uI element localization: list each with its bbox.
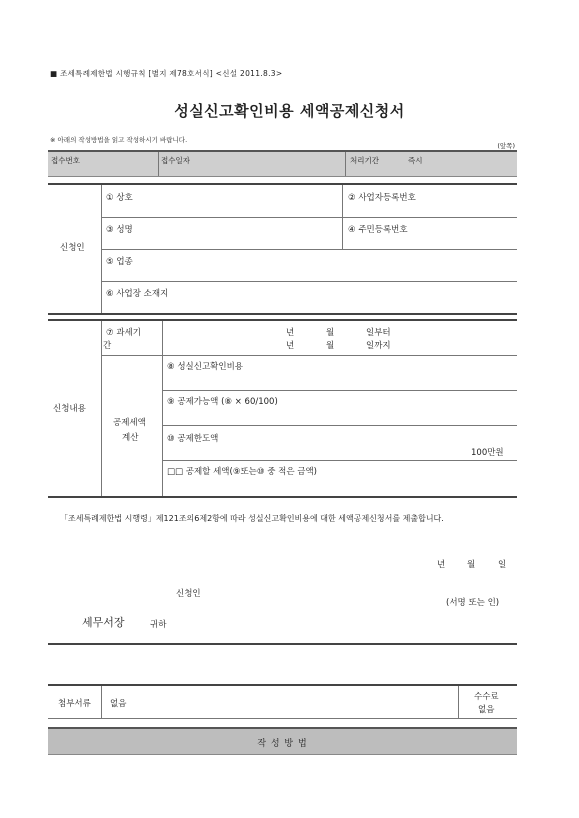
fee-value: 없음 [478,705,495,715]
period-to-month[interactable]: 월 [326,341,335,351]
section-border [48,684,517,686]
credit-amount-field[interactable]: □□ 공제할 세액(⑨또는⑩ 중 적은 금액) [167,467,317,477]
statement-text: 「조세특례제한법 시행령」제121조의6제2항에 따라 성실신고확인비용에 대한 세액공제신청서를 제출합니다. [60,514,444,523]
instructions-title: 작 성 방 법 [257,739,308,749]
receipt-number-label: 접수번호 [51,156,80,165]
period-from-year[interactable]: 년 [286,328,295,338]
fee-label: 수수료 [474,692,499,702]
tax-period-label: ⑦ 과세기 [106,328,141,338]
period-to-day[interactable]: 일까지 [366,341,391,351]
business-registration-field[interactable]: ② 사업자등록번호 [348,193,416,203]
divider [48,718,517,719]
divider [101,355,517,356]
processing-period-label: 처리기간 [350,156,379,165]
content-section-label: 신청내용 [53,404,86,414]
date-month[interactable]: 월 [467,560,476,570]
credit-calc-label: 공제세액 [113,418,146,428]
divider [162,321,163,496]
applicant-name-field[interactable]: ③ 성명 [106,225,133,235]
divider [158,152,159,176]
receipt-bar [48,150,517,177]
divider [101,686,102,718]
signature-field[interactable]: (서명 또는 인) [446,598,500,608]
divider [162,460,517,461]
divider [101,321,102,496]
attachments-value: 없음 [110,699,127,709]
date-year[interactable]: 년 [437,560,446,570]
resident-number-field[interactable]: ④ 주민등록번호 [348,225,408,235]
date-day[interactable]: 일 [498,560,507,570]
instruction-note: ※ 아래의 작성방법을 읽고 작성하시기 바랍니다. [50,136,188,144]
tax-office-label: 세무서장 [82,616,125,629]
credit-calc-label-cont: 계산 [122,433,139,443]
page-title: 성실신고확인비용 세액공제신청서 [174,102,405,120]
business-address-field[interactable]: ⑥ 사업장 소재지 [106,289,169,299]
divider [162,425,517,426]
deduction-limit-field[interactable]: ⑩ 공제한도액 [167,434,219,444]
signature-applicant-label: 신청인 [176,589,201,599]
attachments-label: 첨부서류 [58,699,91,709]
period-from-day[interactable]: 일부터 [366,328,391,338]
divider [101,281,517,282]
section-border [48,643,517,645]
divider [345,152,346,176]
form-header-note: ■ 조세특례제한법 시행규칙 [별지 제78호서식] <신설 2011.8.3> [50,69,283,78]
period-from-month[interactable]: 월 [326,328,335,338]
divider [101,249,517,250]
industry-field[interactable]: ⑤ 업종 [106,257,133,267]
business-name-field[interactable]: ① 상호 [106,193,133,203]
period-to-year[interactable]: 년 [286,341,295,351]
divider [101,217,517,218]
honorific-label: 귀하 [150,620,167,630]
processing-period-value: 즉시 [408,156,423,165]
section-border [48,319,517,321]
divider [162,390,517,391]
instructions-header-bar [48,727,517,755]
tax-period-label-cont: 간 [103,341,112,351]
deduction-limit-value: 100만원 [471,448,504,458]
section-border [48,313,517,315]
confirmation-cost-field[interactable]: ⑧ 성실신고확인비용 [167,362,244,372]
applicant-section-label: 신청인 [60,243,85,253]
receipt-date-label: 접수일자 [161,156,190,165]
divider [458,686,459,718]
deductible-amount-field[interactable]: ⑨ 공제가능액 (⑧ × 60/100) [167,397,278,407]
section-border [48,496,517,498]
page-side-label: (앞쪽) [497,142,515,150]
section-border [48,183,517,185]
